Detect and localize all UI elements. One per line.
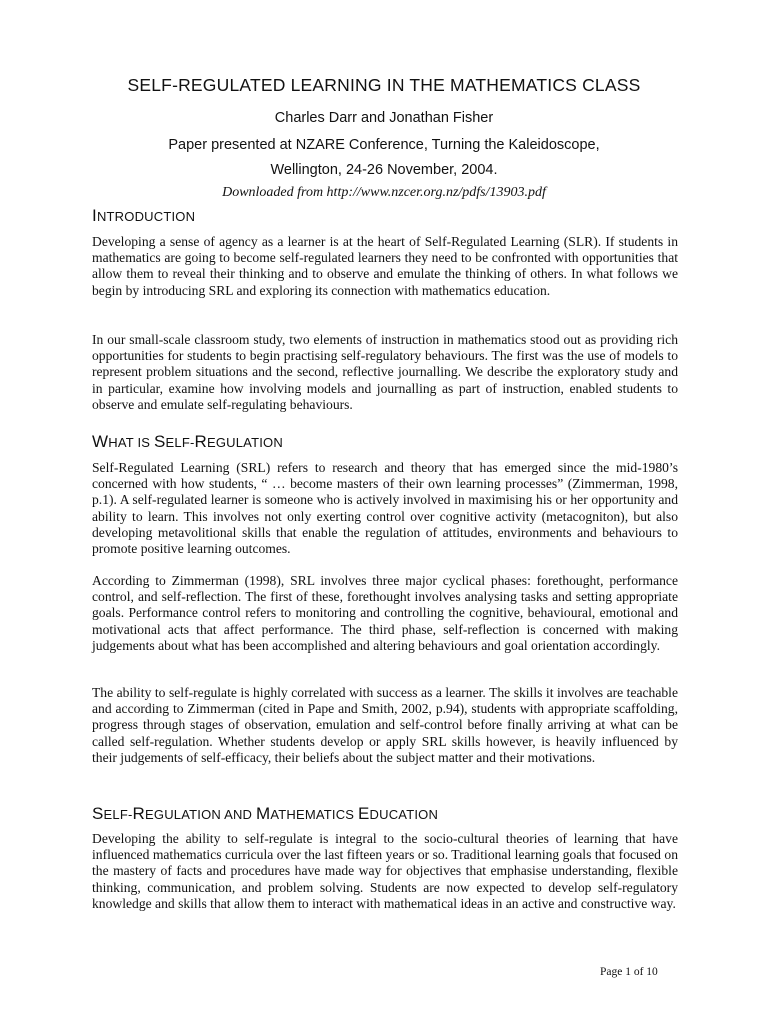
paper-authors: Charles Darr and Jonathan Fisher	[274, 110, 494, 126]
paragraph-intro-2: In our small-scale classroom study, two elements of instruction in mathematics stood out as providing rich opportunities for students to begin practising self-regulatory behaviours. The first was the use of models to represent problem situations and the second, reflective journalling. We describe the exploratory study and in particular, examine how involving models and journalling as part of instruction, enabled students to observe and emulate self-regulating behaviours.	[92, 332, 678, 412]
heading-introduction: INTRODUCTION	[92, 206, 196, 225]
conference-line-1: Paper presented at NZARE Conference, Turning the Kaleidoscope,	[168, 137, 600, 153]
paragraph-srl-3: The ability to self-regulate is highly correlated with success as a learner. The skills it involves are teachable and according to Zimmerman (cited in Pape and Smith, 2002, p.94), students with appropriate scaffolding, progress through stages of observation, emulation and self-control before finally arriving at what can be called self-regulation. Whether students develop or apply SRL skills however, is heavily influenced by their judgements of self-efficacy, their beliefs about the subject matter and their motivations.	[92, 685, 678, 765]
paragraph-math-ed-1: Developing the ability to self-regulate is integral to the socio-cultural theories of learning that have influenced mathematics curricula over the last fifteen years or so. Traditional learning goals that focused on the mastery of facts and procedures have made way for objectives that emphasise understanding, flexible thinking, communication, and problem solving. Students are now expected to develop self-regulatory knowledge and skills that allow them to interact with mathematical ideas in an active and constructive way.	[92, 831, 678, 911]
download-note: Downloaded from http://www.nzcer.org.nz/pdfs/13903.pdf	[222, 185, 546, 200]
paragraph-srl-2: According to Zimmerman (1998), SRL involves three major cyclical phases: forethought, performance control, and self-reflection. The first of these, forethought involves analysing tasks and setting appropriate goals. Performance control refers to monitoring and controlling the cognitive, behavioural, emotional and motivational acts that affect performance. The third phase, self-reflection is concerned with making judgements about what has been accomplished and altering behaviours and goal orientation accordingly.	[92, 573, 678, 653]
paragraph-intro-1: Developing a sense of agency as a learner is at the heart of Self-Regulated Learning (SLR). If students in mathematics are going to become self-regulated learners they need to be confronted with opportunities that allow them to reveal their thinking and to observe and emulate the thinking of others. In what follows we begin by introducing SRL and exploring its connection with mathematics education.	[92, 234, 678, 298]
conference-line-2: Wellington, 24-26 November, 2004.	[270, 162, 498, 178]
paper-title: SELF-REGULATED LEARNING IN THE MATHEMATICS CLASS	[127, 75, 641, 95]
heading-what-is-self-regulation: WHAT IS SELF-REGULATION	[92, 432, 283, 451]
page-number: Page 1 of 10	[600, 966, 658, 978]
heading-self-regulation-math-education: SELF-REGULATION AND MATHEMATICS EDUCATION	[92, 804, 439, 823]
paragraph-srl-1: Self-Regulated Learning (SRL) refers to research and theory that has emerged since the mid-1980’s concerned with how students, “ … become masters of their own learning processes” (Zimmerman, 1998, p.1). A self-regulated learner is someone who is actively involved in maximising his or her opportunity and ability to learn. This involves not only exerting control over cognitive activity (metacogniton), but also developing metavolitional skills that enable the regulation of attitudes, environments and behaviours to promote positive learning outcomes.	[92, 460, 678, 557]
